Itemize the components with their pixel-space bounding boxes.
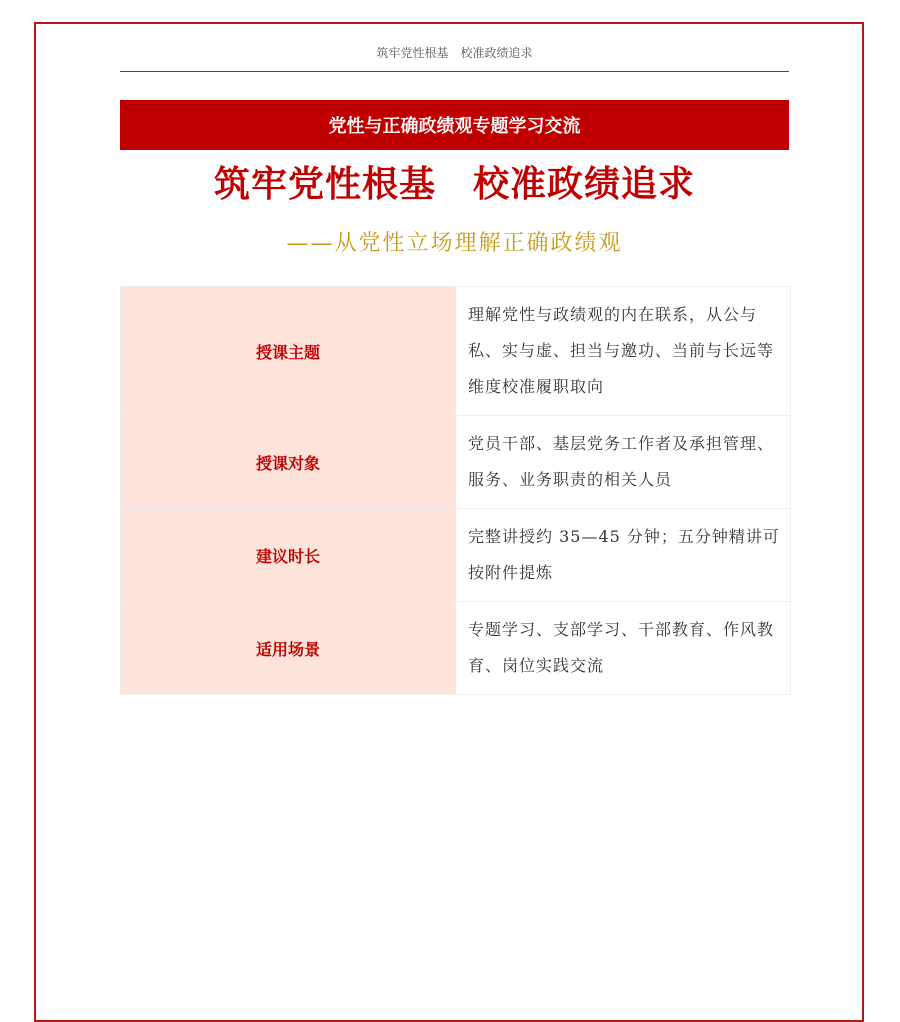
header-divider (120, 71, 789, 72)
page-title: 筑牢党性根基 校准政绩追求 (213, 164, 695, 205)
table-row (121, 602, 791, 695)
row-value: 党员干部、基层党务工作者及承担管理、服务、业务职责的相关人员 (456, 416, 791, 509)
row-value: 专题学习、支部学习、干部教育、作风教育、岗位实践交流 (456, 602, 791, 695)
row-label: 授课主题 (121, 287, 456, 416)
row-label: 授课对象 (121, 416, 456, 509)
table-row (121, 509, 791, 602)
row-value: 完整讲授约 35—45 分钟；五分钟精讲可按附件提炼 (456, 509, 791, 602)
page-subtitle: ——从党性立场理解正确政绩观 (286, 231, 623, 256)
course-info-table (120, 286, 791, 695)
table-row (121, 416, 791, 509)
table-row (121, 287, 791, 416)
banner-text: 党性与正确政绩观专题学习交流 (328, 116, 581, 137)
row-value: 理解党性与政绩观的内在联系，从公与私、实与虚、担当与邀功、当前与长远等维度校准履职取向 (456, 287, 791, 416)
running-header: 筑牢党性根基 校准政绩追求 (376, 46, 533, 60)
row-label: 适用场景 (121, 602, 456, 695)
topic-banner (120, 100, 789, 150)
row-label: 建议时长 (121, 509, 456, 602)
